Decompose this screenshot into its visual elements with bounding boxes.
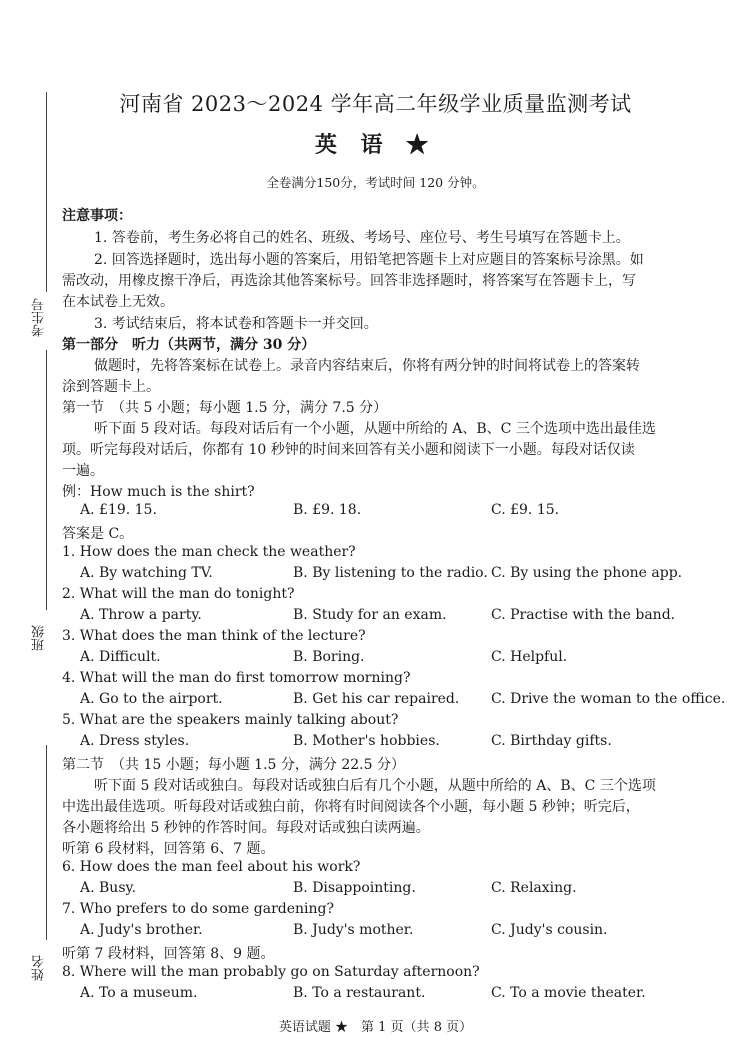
binding-line-top — [46, 92, 47, 292]
score-info: 全卷满分150分，考试时间 120 分钟。 — [266, 175, 485, 190]
material-7-instruction: 听第 7 段材料，回答第 8、9 题。 — [62, 946, 275, 962]
question-3-option-b: B. Boring. — [293, 649, 365, 665]
question-8-option-b: B. To a restaurant. — [293, 985, 426, 1001]
section1-heading: 第一节 （共 5 小题；每小题 1.5 分，满分 7.5 分） — [62, 400, 388, 416]
side-label-name: 姓名 — [32, 955, 47, 981]
question-3-option-c: C. Helpful. — [491, 649, 568, 665]
question-5: 5. What are the speakers mainly talking about? — [62, 712, 399, 728]
side-label-exam-no: 考生号 — [32, 298, 47, 337]
notice-item-3: 3. 考试结束后，将本试卷和答题卡一并交回。 — [94, 316, 378, 332]
notice-item-2-line1: 2. 回答选择题时，选出每小题的答案后，用铅笔把答题卡上对应题目的答案标号涂黑。如 — [94, 252, 644, 268]
question-2-option-b: B. Study for an exam. — [293, 607, 447, 623]
question-5-option-c: C. Birthday gifts. — [491, 733, 612, 749]
question-7: 7. Who prefers to do some gardening? — [62, 901, 335, 917]
exam-title: 河南省 2023～2024 学年高二年级学业质量监测考试 — [119, 92, 632, 116]
question-4-option-c: C. Drive the woman to the office. — [491, 691, 726, 707]
example-option-b: B. £9. 18. — [293, 502, 362, 518]
section1-intro-line3: 一遍。 — [62, 463, 104, 479]
question-8: 8. Where will the man probably go on Saturday afternoon? — [62, 964, 480, 980]
question-4-option-b: B. Get his car repaired. — [293, 691, 460, 707]
section1-intro-line1: 听下面 5 段对话。每段对话后有一个小题，从题中所给的 A、B、C 三个选项中选出最佳选 — [94, 421, 656, 437]
question-6: 6. How does the man feel about his work? — [62, 859, 361, 875]
notice-item-1: 1. 答卷前，考生务必将自己的姓名、班级、考场号、座位号、考生号填写在答题卡上。 — [94, 230, 630, 246]
question-4: 4. What will the man do first tomorrow morning? — [62, 670, 411, 686]
material-6-instruction: 听第 6 段材料，回答第 6、7 题。 — [62, 841, 275, 857]
question-7-option-c: C. Judy's cousin. — [491, 922, 608, 938]
question-1-option-a: A. By watching TV. — [80, 565, 213, 581]
subject-title: 英 语 ★ — [314, 132, 437, 158]
question-7-option-b: B. Judy's mother. — [293, 922, 414, 938]
page-footer: 英语试题 ★ 第 1 页（共 8 页） — [278, 1020, 473, 1035]
question-6-option-b: B. Disappointing. — [293, 880, 416, 896]
question-5-option-b: B. Mother's hobbies. — [293, 733, 440, 749]
question-4-option-a: A. Go to the airport. — [80, 691, 223, 707]
example-option-c: C. £9. 15. — [491, 502, 560, 518]
question-6-option-a: A. Busy. — [80, 880, 136, 896]
notice-item-2-line3: 在本试卷上无效。 — [62, 294, 174, 310]
section1-intro-line2: 项。听完每段对话后，你都有 10 秒钟的时间来回答有关小题和阅读下一小题。每段对话仅读 — [62, 442, 635, 458]
part1-intro-line2: 涂到答题卡上。 — [62, 379, 160, 395]
question-1-option-c: C. By using the phone app. — [491, 565, 683, 581]
section2-heading: 第二节 （共 15 小题；每小题 1.5 分，满分 22.5 分） — [62, 757, 405, 773]
question-2: 2. What will the man do tonight? — [62, 586, 295, 602]
binding-line-lower — [46, 745, 47, 940]
part1-heading: 第一部分 听力（共两节，满分 30 分） — [62, 337, 316, 353]
notice-item-2-line2: 需改动，用橡皮擦干净后，再选涂其他答案标号。回答非选择题时，将答案写在答题卡上，写 — [62, 273, 636, 289]
question-1: 1. How does the man check the weather? — [62, 544, 356, 560]
example-answer: 答案是 C。 — [62, 526, 134, 542]
question-6-option-c: C. Relaxing. — [491, 880, 577, 896]
question-3-option-a: A. Difficult. — [80, 649, 161, 665]
question-8-option-c: C. To a movie theater. — [491, 985, 646, 1001]
section2-intro-line1: 听下面 5 段对话或独白。每段对话或独白后有几个小题，从题中所给的 A、B、C 三个选项 — [94, 778, 656, 794]
binding-line-mid — [46, 350, 47, 610]
section2-intro-line2: 中选出最佳选项。听每段对话或独白前，你将有时间阅读各个小题，每小题 5 秒钟；听完后， — [62, 799, 640, 815]
question-5-option-a: A. Dress styles. — [80, 733, 190, 749]
question-2-option-c: C. Practise with the band. — [491, 607, 676, 623]
part1-intro-line1: 做题时，先将答案标在试卷上。录音内容结束后，你将有两分钟的时间将试卷上的答案转 — [94, 358, 640, 374]
notice-heading: 注意事项： — [62, 208, 132, 224]
question-3: 3. What does the man think of the lecture? — [62, 628, 366, 644]
question-8-option-a: A. To a museum. — [80, 985, 198, 1001]
example-option-a: A. £19. 15. — [80, 502, 157, 518]
section2-intro-line3: 各小题将给出 5 秒钟的作答时间。每段对话或独白读两遍。 — [62, 820, 430, 836]
question-1-option-b: B. By listening to the radio. — [293, 565, 488, 581]
example-question: 例：How much is the shirt? — [62, 484, 255, 500]
question-7-option-a: A. Judy's brother. — [80, 922, 203, 938]
question-2-option-a: A. Throw a party. — [80, 607, 202, 623]
side-label-class: 班级 — [32, 625, 47, 651]
